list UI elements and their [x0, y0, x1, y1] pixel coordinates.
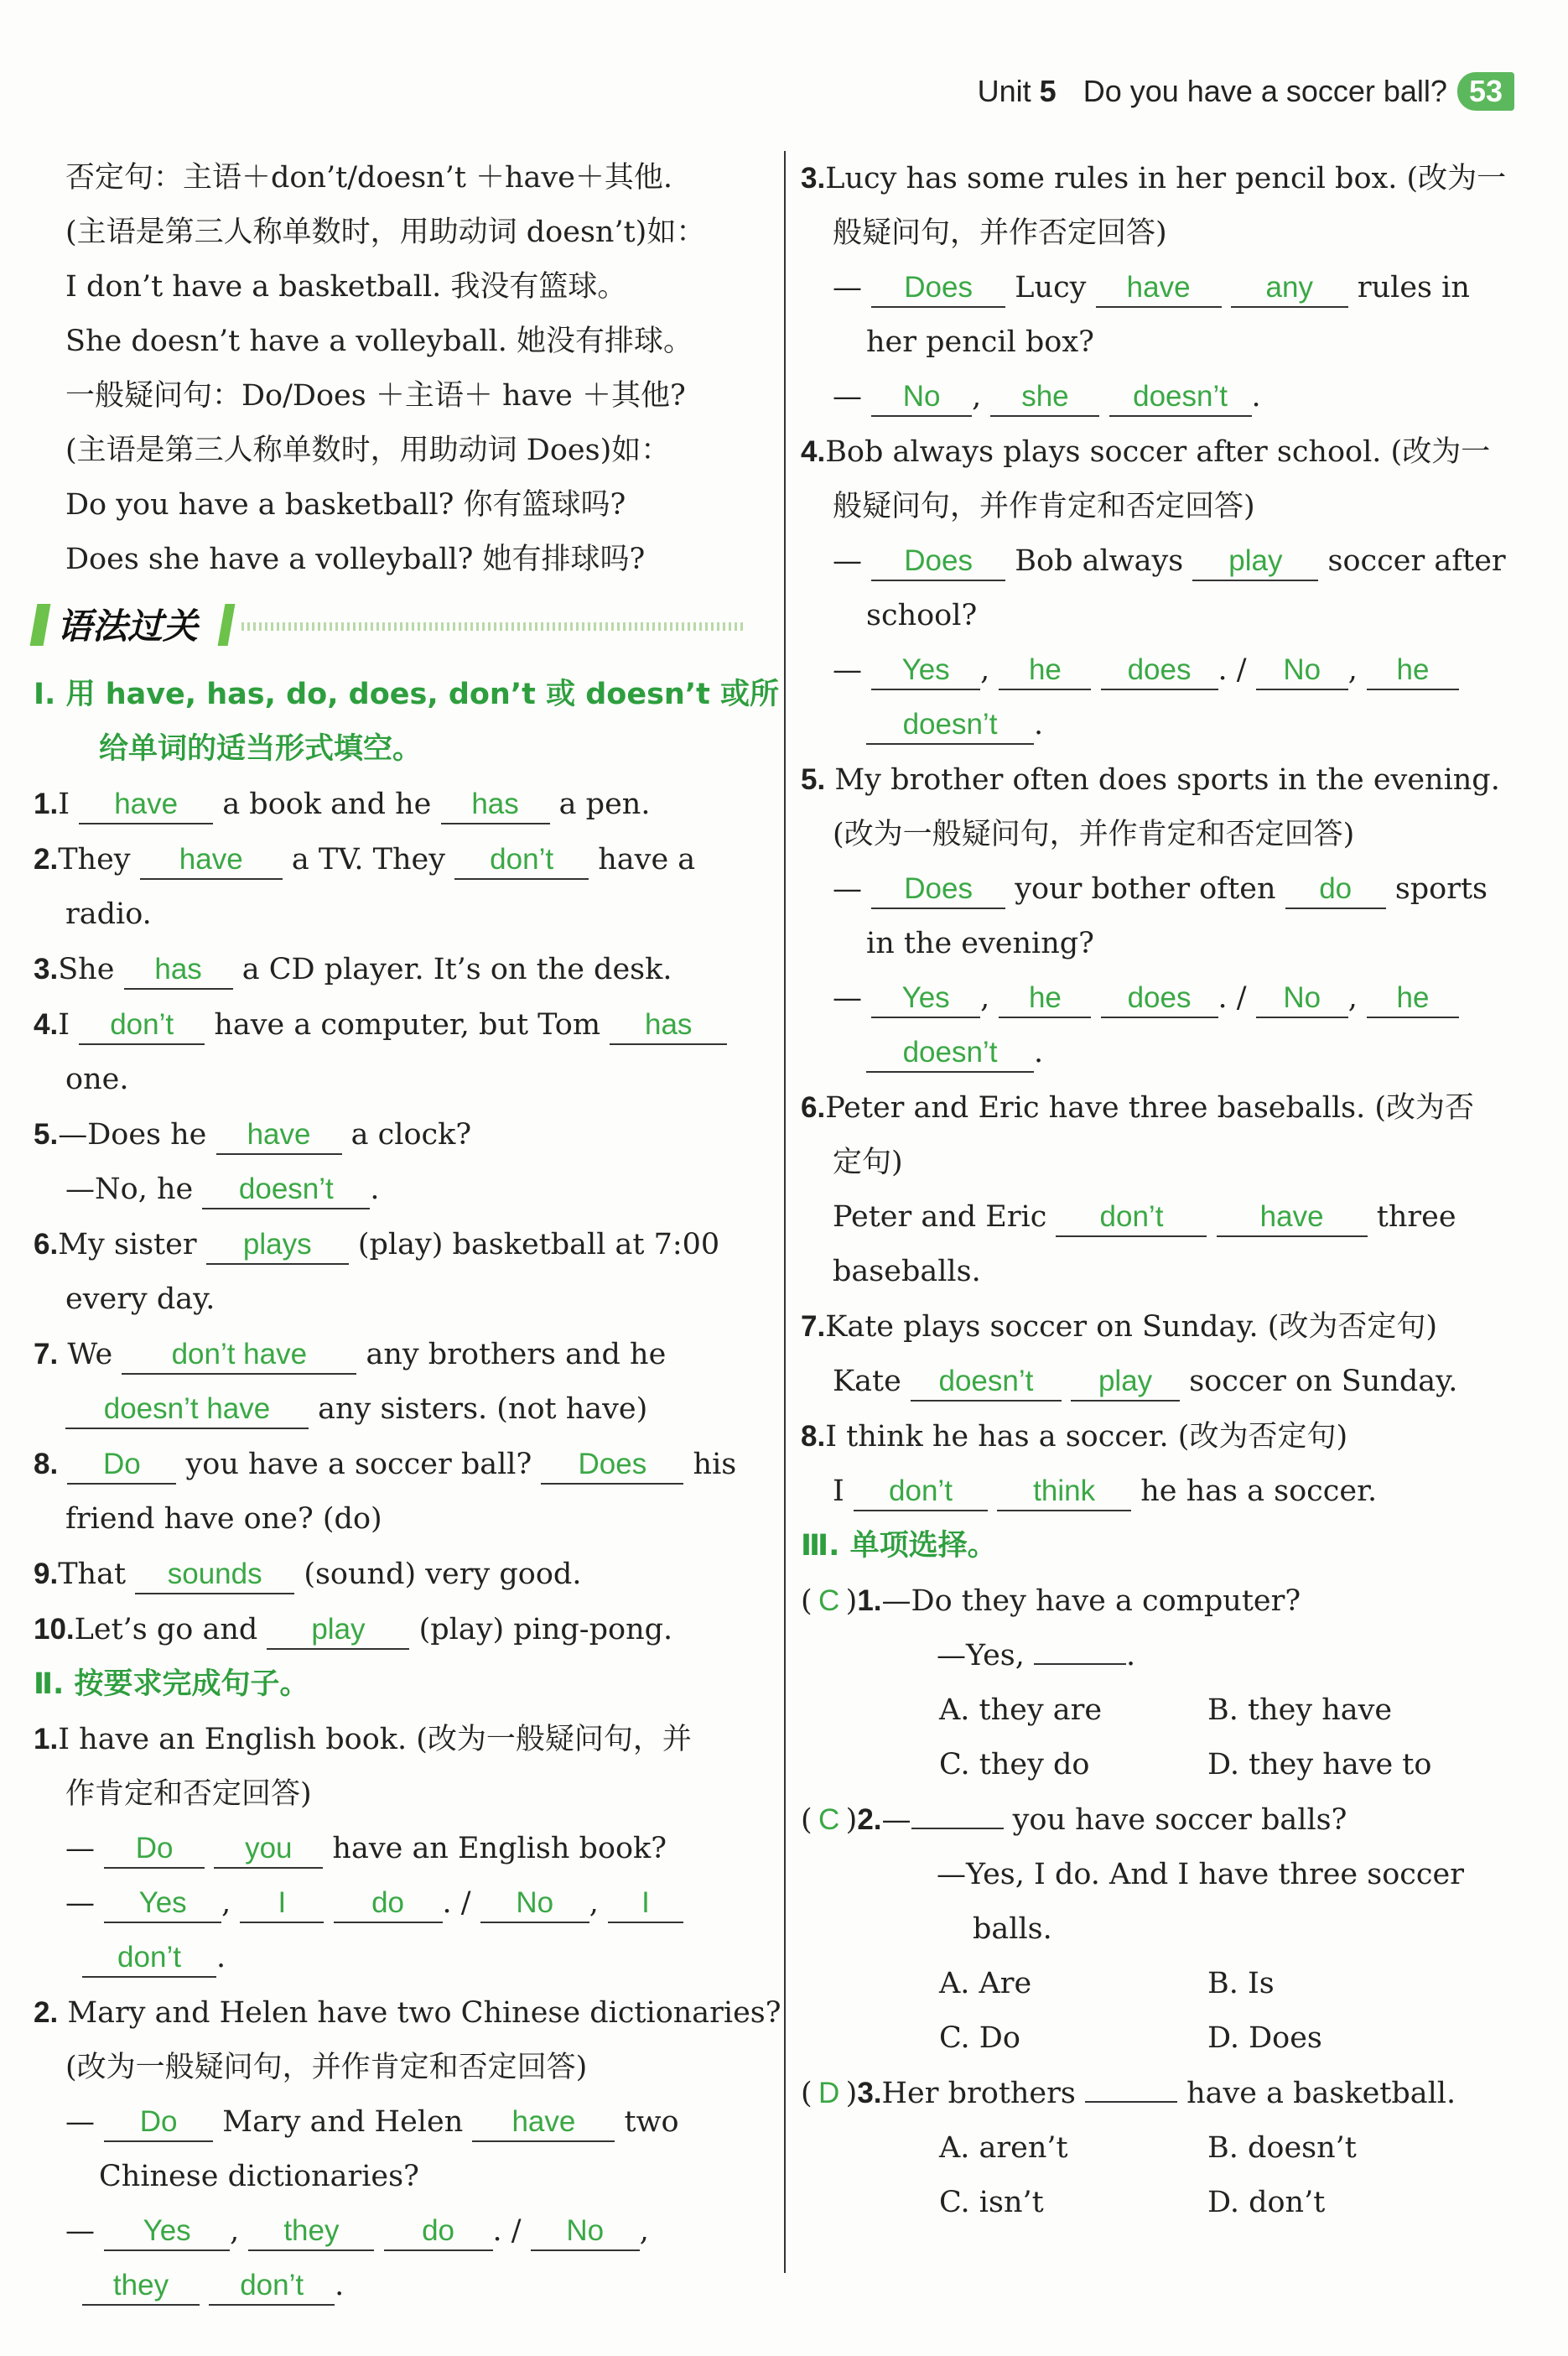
question-3-3: ( D )3.Her brothers have a basketball. [801, 2066, 1530, 2121]
question-2-6: 6.Peter and Eric have three baseballs. (改为否 [801, 1091, 1475, 1125]
answer-blank[interactable]: does [1101, 652, 1218, 690]
question-3-2-cont: —Yes, I do. And I have three soccer [937, 1858, 1464, 1891]
question-2-2-a-cont: they don’t . [34, 2259, 755, 2313]
question-2-4-cont: 般疑问句，并作肯定和否定回答) [833, 490, 1255, 523]
answer-blank[interactable]: he [999, 980, 1091, 1018]
answer-blank[interactable]: does [1101, 980, 1218, 1018]
banner-title: 语法过关 [57, 606, 199, 647]
question-2-1: 1.I have an English book. (改为一般疑问句，并 [34, 1723, 692, 1756]
question-2-4-q-cont: school? [866, 599, 978, 632]
answer-blank[interactable]: they [82, 2267, 200, 2306]
answer-blank [911, 1828, 1004, 1829]
option-c[interactable]: C. Do [939, 2021, 1020, 2055]
choice-answer[interactable]: C [818, 1803, 840, 1836]
question-2-8-a: I don’t think he has a soccer. [801, 1464, 1530, 1519]
answer-blank[interactable]: No [871, 378, 972, 417]
question-3-2-cont2: balls. [973, 1912, 1052, 1946]
answer-blank[interactable]: have [1217, 1199, 1368, 1237]
question-2-5-q: — Does your bother often do sports [801, 862, 1530, 917]
right-column [801, 151, 1530, 2230]
section-1-title-cont: 给单词的适当形式填空。 [99, 732, 423, 766]
answer-blank[interactable]: do [384, 2213, 493, 2251]
question-2-4-q: — Does Bob always play soccer after [801, 534, 1530, 589]
question-1-4-cont: one. [65, 1063, 129, 1096]
question-2-3-a: — No , she doesn’t . [801, 370, 1530, 424]
option-b[interactable]: B. doesn’t [1207, 2131, 1357, 2165]
question-2-6-cont: 定句) [833, 1146, 903, 1179]
note-line: Does she have a volleyball? 她有排球吗? [65, 543, 646, 576]
banner-tag-icon [218, 604, 236, 646]
answer-blank[interactable]: Yes [871, 652, 980, 690]
answer-blank[interactable]: Do [104, 1830, 205, 1869]
answer-blank[interactable]: have [472, 2104, 615, 2142]
section-3-title: Ⅲ. 单项选择。 [801, 1529, 997, 1563]
question-2-3-q-cont: her pencil box? [866, 325, 1094, 359]
answer-blank[interactable]: doesn’t [866, 1034, 1034, 1073]
question-1-2: 2.They have a TV. They don’t have a [34, 832, 755, 887]
question-1-6: 6.My sister plays (play) basketball at 7:00 [34, 1217, 755, 1272]
question-2-5-a-cont: doesn’t . [801, 1026, 1530, 1080]
answer-blank[interactable]: she [990, 378, 1099, 417]
answer-blank[interactable]: think [997, 1473, 1131, 1511]
answer-blank[interactable]: you [214, 1830, 323, 1869]
option-a[interactable]: A. they are [939, 1693, 1103, 1727]
answer-blank[interactable]: No [531, 2213, 640, 2251]
question-2-2-cont: (改为一般疑问句，并作肯定和否定回答) [65, 2051, 588, 2084]
answer-blank[interactable]: don’t [454, 841, 589, 880]
question-2-7: 7.Kate plays soccer on Sunday. (改为否定句) [801, 1310, 1438, 1344]
note-line: 一般疑问句：Do/Does ＋主语＋ have ＋其他? [65, 379, 686, 413]
answer-blank[interactable]: Yes [871, 980, 980, 1018]
question-2-1-q: — Do you have an English book? [34, 1822, 755, 1876]
question-1-1: 1.I have a book and he has a pen. [34, 777, 755, 832]
question-2-3-q: — Does Lucy have any rules in [801, 261, 1530, 315]
question-1-3: 3.She has a CD player. It’s on the desk. [34, 942, 755, 997]
option-b[interactable]: B. they have [1207, 1693, 1393, 1727]
question-3-2: ( C )2.— you have soccer balls? [801, 1792, 1530, 1848]
choice-answer[interactable]: D [818, 2077, 840, 2109]
question-2-6-a: Peter and Eric don’t have three [801, 1190, 1530, 1245]
answer-blank[interactable]: Yes [104, 2213, 230, 2251]
answer-blank[interactable]: doesn’t [911, 1363, 1062, 1402]
question-2-1-cont: 作肯定和否定回答) [65, 1777, 312, 1811]
answer-blank[interactable]: they [248, 2213, 374, 2251]
question-2-3-cont: 般疑问句，并作否定回答) [833, 216, 1167, 250]
section-1-title: Ⅰ. 用 have, has, do, does, don’t 或 doesn’t 或所 [34, 678, 780, 711]
question-2-5-cont: (改为一般疑问句，并作肯定和否定回答) [833, 818, 1355, 851]
option-a[interactable]: A. Are [939, 1967, 1032, 2000]
answer-blank[interactable]: don’t [82, 1939, 216, 1978]
question-2-5: 5. My brother often does sports in the evening. [801, 763, 1500, 797]
answer-blank[interactable]: Do [104, 2104, 213, 2142]
grammar-notes [34, 151, 755, 587]
section-3 [801, 1519, 1530, 2230]
question-2-5-q-cont: in the evening? [866, 927, 1094, 960]
answer-blank [1085, 2101, 1177, 2103]
question-1-5: 5.—Does he have a clock? [34, 1107, 755, 1162]
question-1-7: 7. We don’t have any brothers and he [34, 1327, 755, 1382]
section-1 [34, 668, 780, 1657]
answer-blank[interactable]: doesn’t [1109, 378, 1252, 417]
question-3-2-options [801, 1957, 1530, 2011]
question-1-10: 10.Let’s go and play (play) ping-pong. [34, 1602, 755, 1657]
answer-blank[interactable]: have [1096, 269, 1222, 308]
answer-blank[interactable]: doesn’t have [65, 1391, 309, 1429]
note-line: Do you have a basketball? 你有篮球吗? [65, 488, 626, 522]
section-banner [34, 596, 755, 663]
answer-blank[interactable]: Does [541, 1446, 683, 1485]
question-2-2-q: — Do Mary and Helen have two [34, 2095, 755, 2150]
option-a[interactable]: A. aren’t [939, 2131, 1068, 2165]
page-number: 53 [1457, 72, 1514, 111]
answer-blank[interactable]: play [1071, 1363, 1180, 1402]
question-3-2-options [801, 2011, 1530, 2066]
option-c[interactable]: C. isn’t [939, 2186, 1044, 2219]
question-2-4-a-cont: doesn’t . [801, 698, 1530, 752]
option-d[interactable]: D. they have to [1207, 1748, 1432, 1781]
answer-blank[interactable]: don’t [79, 1006, 205, 1045]
section-2-title: Ⅱ. 按要求完成句子。 [34, 1667, 309, 1701]
question-1-8: 8. Do you have a soccer ball? Does his [34, 1437, 755, 1492]
banner-tag-icon [30, 604, 51, 646]
answer-blank[interactable]: Does [871, 543, 1005, 581]
question-2-8: 8.I think he has a soccer. (改为否定句) [801, 1420, 1348, 1454]
option-b[interactable]: B. Is [1207, 1967, 1275, 2000]
question-2-3: 3.Lucy has some rules in her pencil box. (改为一 [801, 162, 1507, 195]
left-column [34, 151, 781, 2313]
note-line: (主语是第三人称单数时，用助动词 doesn’t)如： [65, 216, 706, 249]
question-2-6-a-cont: baseballs. [833, 1255, 981, 1288]
answer-blank[interactable]: any [1231, 269, 1348, 308]
option-c[interactable]: C. they do [939, 1748, 1090, 1781]
question-2-1-a-cont: don’t . [34, 1931, 755, 1985]
column-divider [784, 151, 786, 2273]
question-1-5-cont: —No, he doesn’t . [34, 1162, 755, 1217]
question-2-5-a: — Yes , he does . / No , he [801, 971, 1530, 1026]
answer-blank[interactable]: play [1192, 543, 1318, 581]
choice-answer[interactable]: C [818, 1584, 840, 1617]
answer-blank[interactable]: No [480, 1885, 589, 1923]
answer-blank[interactable]: do [1285, 871, 1386, 909]
question-2-7-a: Kate doesn’t play soccer on Sunday. [801, 1355, 1530, 1409]
answer-blank[interactable]: he [1367, 980, 1459, 1018]
answer-blank[interactable]: have [140, 841, 283, 880]
question-2-2: 2. Mary and Helen have two Chinese dictionaries? [34, 1996, 781, 2030]
answer-blank[interactable]: doesn’t [866, 706, 1034, 745]
question-1-9: 9.That sounds (sound) very good. [34, 1547, 755, 1602]
answer-blank[interactable]: Does [871, 269, 1005, 308]
unit-title: Do you have a soccer ball? [1083, 74, 1447, 108]
note-line: (主语是第三人称单数时，用助动词 Does)如： [65, 434, 671, 467]
question-2-4: 4.Bob always plays soccer after school. (改为一 [801, 435, 1491, 469]
page-header [978, 70, 1514, 112]
answer-blank[interactable]: Yes [104, 1885, 221, 1923]
section-2-left [34, 1657, 781, 2313]
answer-blank[interactable]: don’t [854, 1473, 988, 1511]
question-3-3-options [801, 2176, 1530, 2230]
answer-blank[interactable]: Do [67, 1446, 176, 1485]
answer-blank[interactable]: don’t [209, 2267, 335, 2306]
option-d[interactable]: D. don’t [1207, 2186, 1326, 2219]
answer-blank[interactable]: plays [206, 1226, 349, 1265]
answer-blank[interactable]: I [240, 1885, 324, 1923]
option-d[interactable]: D. Does [1207, 2021, 1322, 2055]
question-3-1-options [801, 1683, 1530, 1738]
question-1-6-cont: every day. [65, 1282, 215, 1316]
question-1-8-cont: friend have one? (do) [65, 1502, 382, 1536]
unit-label: Unit 5 [977, 74, 1057, 108]
answer-blank[interactable]: play [267, 1611, 409, 1650]
answer-blank[interactable]: Does [871, 871, 1005, 909]
answer-blank[interactable]: don’t have [122, 1336, 356, 1375]
answer-blank[interactable]: have [79, 786, 213, 824]
answer-blank[interactable]: has [610, 1006, 727, 1045]
answer-blank[interactable]: has [124, 951, 233, 990]
question-2-2-q-cont: Chinese dictionaries? [99, 2160, 419, 2193]
answer-blank[interactable]: he [1367, 652, 1459, 690]
note-line: 否定句：主语＋don’t/doesn’t ＋have＋其他. [65, 161, 673, 195]
answer-blank[interactable]: has [441, 786, 550, 824]
question-3-1-cont: —Yes, . [937, 1639, 1136, 1672]
answer-blank[interactable]: he [999, 652, 1091, 690]
question-3-3-options [801, 2121, 1530, 2176]
question-3-1-options [801, 1738, 1530, 1792]
banner-dots [241, 622, 746, 631]
question-2-1-a: — Yes , I do . / No , I [34, 1876, 755, 1931]
answer-blank[interactable]: I [608, 1885, 683, 1923]
question-1-4: 4.I don’t have a computer, but Tom has [34, 997, 755, 1053]
answer-blank[interactable]: have [216, 1116, 342, 1155]
answer-blank[interactable]: No [1256, 652, 1348, 690]
note-line: She doesn’t have a volleyball. 她没有排球。 [65, 325, 693, 358]
answer-blank [1034, 1663, 1126, 1665]
question-2-2-a: — Yes , they do . / No , [34, 2204, 755, 2259]
answer-blank[interactable]: No [1256, 980, 1348, 1018]
answer-blank[interactable]: sounds [135, 1556, 294, 1594]
question-1-2-cont: radio. [65, 897, 152, 931]
question-3-1: ( C )1.—Do they have a computer? [801, 1573, 1530, 1629]
note-line: I don’t have a basketball. 我没有篮球。 [65, 270, 627, 304]
answer-blank[interactable]: do [334, 1885, 443, 1923]
section-2-right [801, 151, 1530, 1519]
question-2-4-a: — Yes , he does . / No , he [801, 643, 1530, 698]
question-1-7-cont: doesn’t have any sisters. (not have) [34, 1382, 755, 1437]
answer-blank[interactable]: don’t [1056, 1199, 1207, 1237]
answer-blank[interactable]: doesn’t [202, 1171, 370, 1209]
